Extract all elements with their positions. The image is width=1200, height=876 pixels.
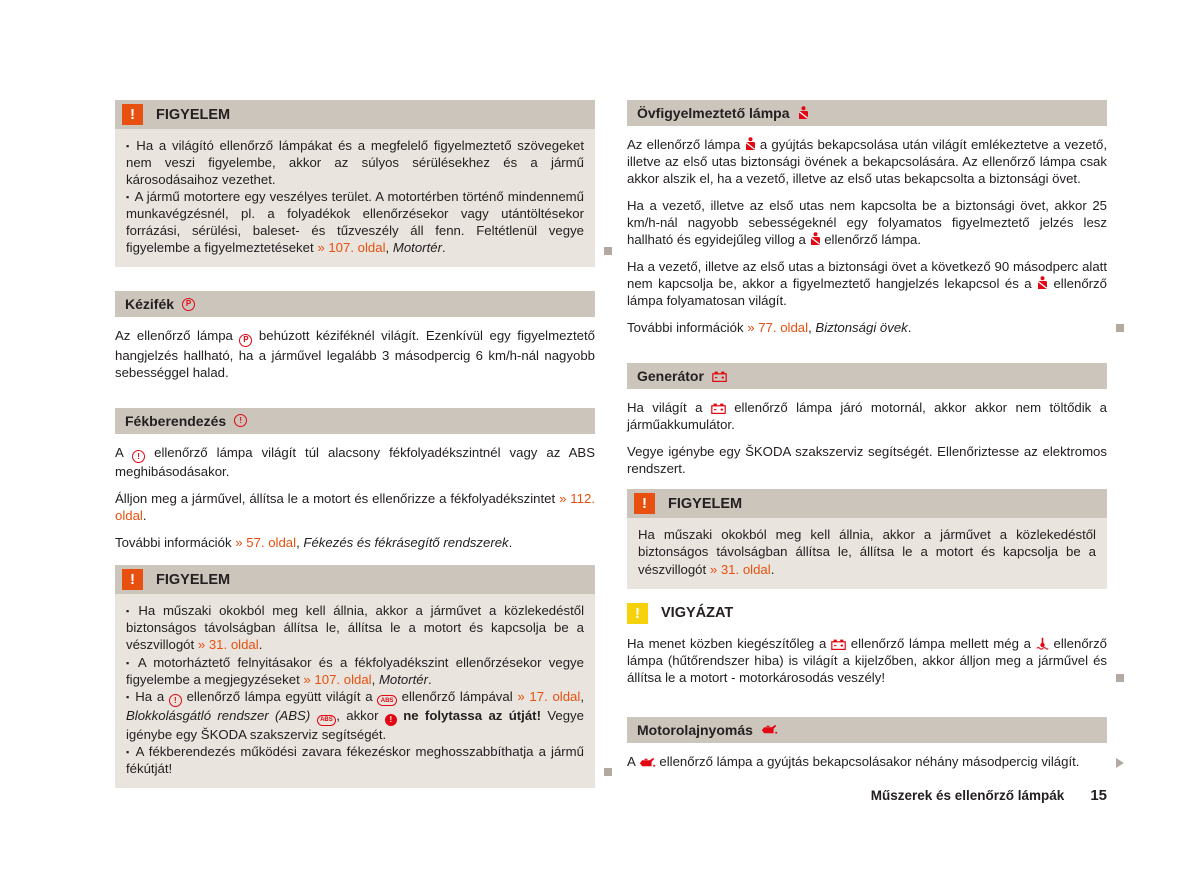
box-header: [627, 599, 1107, 628]
section-fekberendezes: [115, 408, 595, 552]
section-generator: [627, 363, 1107, 477]
bold-text: ne folytassa az útját!: [396, 708, 541, 724]
section-end-marker: [604, 247, 612, 255]
page-reference-link[interactable]: » 57. oldal: [235, 535, 297, 551]
section-end-marker: [604, 768, 612, 776]
caution-icon: !: [627, 603, 648, 624]
section-title: Fékberendezés: [125, 412, 227, 429]
box-title: VIGYÁZAT: [661, 605, 734, 622]
paragraph: További információk » 57. oldal, Fékezés és fékrásegítő rendszerek.: [115, 535, 513, 551]
section-end-marker: [1116, 324, 1124, 332]
section-title: Kézifék: [125, 296, 175, 313]
left-column: [115, 100, 595, 812]
section-header-bar: [627, 100, 1107, 126]
box-body: [627, 635, 1107, 686]
paragraph: Ha menet közben kiegészítőleg a ellenőrző lámpa mellett még a ellenőrző lámpa (hűtőrendszer hiba) is világít a kijelzőben, akkor álljon meg a járművel és állítsa le a motort - motorkárosodás veszély!: [627, 635, 1108, 685]
battery-icon: [712, 371, 727, 382]
box-title: FIGYELEM: [156, 571, 231, 588]
page-reference-link[interactable]: » 112. oldal: [115, 491, 595, 524]
box-header: [115, 100, 595, 129]
brake-icon: !: [234, 414, 247, 427]
battery-icon: [711, 403, 726, 414]
abs-icon: ABS: [377, 695, 397, 706]
oil-icon: [639, 757, 656, 768]
paragraph: További információk » 77. oldal, Biztonsági övek.: [627, 320, 912, 336]
abs-icon: ABS: [317, 715, 337, 726]
section-body: [115, 327, 595, 381]
paragraph: A ! ellenőrző lámpa világít túl alacsony fékfolyadékszintnél vagy az ABS meghibásodásakor.: [115, 444, 596, 480]
section-figyelem-1: [115, 100, 595, 267]
footer-page-number: 15: [1090, 787, 1107, 804]
paragraph: Ha műszaki okokból meg kell állnia, akkor a járművet a közlekedéstől biztonságos távolságban állítsa le, állítsa le a motort és kapcsolja be a vészvillogót » 31. oldal.: [638, 527, 1096, 577]
box-body: [627, 518, 1107, 588]
section-vigyazat: [627, 599, 1107, 686]
paragraph: ▪ A fékberendezés működési zavara fékezéskor meghosszabbíthatja a jármű fékútját!: [126, 744, 584, 777]
bullet-icon: ▪: [126, 192, 130, 203]
bullet-icon: ▪: [126, 606, 134, 617]
paragraph: ▪ A motorháztető felnyitásakor és a fékfolyadékszint ellenőrzésekor vegye figyelembe a megjegyzéseket » 107. oldal, Motortér.: [126, 654, 584, 687]
bullet-icon: ▪: [126, 747, 131, 758]
parking-brake-icon: P: [182, 298, 195, 311]
bullet-icon: ▪: [126, 657, 133, 668]
section-header-bar: [627, 363, 1107, 389]
italic-text: Blokkolásgátló rendszer (ABS): [126, 708, 317, 724]
brake-icon: !: [132, 450, 145, 463]
box-title: FIGYELEM: [156, 106, 231, 123]
section-figyelem-3: [627, 489, 1107, 588]
section-figyelem-2: [115, 565, 595, 788]
section-title: Generátor: [637, 368, 704, 385]
italic-text: Fékezés és fékrásegítő rendszerek: [303, 535, 509, 551]
battery-icon: [831, 639, 846, 650]
paragraph: Ha világít a ellenőrző lámpa járó motornál, akkor akkor nem töltődik a járműakkumulátor.: [627, 400, 1108, 433]
section-header-bar: [115, 408, 595, 434]
page-reference-link[interactable]: » 31. oldal: [709, 561, 771, 577]
paragraph: A ellenőrző lámpa a gyújtás bekapcsolásakor néhány másodpercig világít.: [627, 753, 1080, 769]
paragraph: Vegye igénybe egy ŠKODA szakszerviz segítségét. Ellenőriztesse az elektromos rendszert.: [627, 444, 1107, 477]
brake-icon: !: [169, 694, 182, 707]
box-header: [115, 565, 595, 594]
temperature-icon: [1036, 637, 1049, 650]
paragraph: Az ellenőrző lámpa a gyújtás bekapcsolása után világít emlékeztetve a vezető, illetve az első utas biztonsági övének a bekapcsolására. Az ellenőrző lámpa csak akkor alszik el, ha a vezető, illetve az első utas bekapcsolta a biztonsági övet.: [627, 137, 1107, 187]
box-title: FIGYELEM: [668, 495, 743, 512]
paragraph: ▪ Ha műszaki okokból meg kell állnia, akkor a járművet a közlekedéstől biztonságos távolságban állítsa le, állítsa le a motort és kapcsolja be a vészvillogót » 31. oldal.: [126, 603, 584, 653]
section-end-marker: [1116, 674, 1124, 682]
paragraph: ▪ A jármű motortere egy veszélyes terület. A motortérben történő mindennemű munkavégzésnél, pl. a folyadékok ellenőrzésekor vagy utántöltésekor forrázási, sérülési, baleset- és tűzveszély áll fenn. Feltétlenül vegye figyelembe a figyelmeztetéseket » 107. oldal, Motortér.: [126, 189, 584, 256]
page-reference-link[interactable]: » 17. oldal: [517, 688, 581, 704]
paragraph: Az ellenőrző lámpa P behúzott kéziféknél világít. Ezenkívül egy figyelmeztető hangjelzés hallható, ha a járművel legalább 3 másodpercig 6 km/h-nál nagyobb sebességgel halad.: [115, 328, 595, 380]
section-title: Övfigyelmeztető lámpa: [637, 105, 790, 121]
paragraph: Álljon meg a járművel, állítsa le a motort és ellenőrizze a fékfolyadékszintet » 112. oldal.: [115, 491, 595, 524]
box-body: [115, 594, 595, 788]
page-reference-link[interactable]: » 107. oldal: [303, 671, 372, 687]
warning-icon: !: [122, 569, 143, 590]
page-reference-link[interactable]: » 31. oldal: [197, 637, 259, 653]
footer-chapter-title: Műszerek és ellenőrző lámpák: [870, 788, 1065, 803]
section-body: [115, 444, 595, 552]
box-body: [115, 129, 595, 267]
seatbelt-icon: [798, 106, 809, 120]
seatbelt-icon: [810, 232, 821, 246]
section-body: [627, 136, 1107, 336]
page-reference-link[interactable]: » 77. oldal: [747, 320, 809, 336]
parking-brake-icon: P: [239, 334, 252, 347]
section-header-bar: [627, 717, 1107, 743]
section-body: [627, 753, 1107, 770]
paragraph: Ha a vezető, illetve az első utas a biztonsági övet a következő 90 másodperc alatt nem kapcsolja be, akkor a figyelmeztető hangjelzés lekapcsol és a ellenőrző lámpa folyamatosan világít.: [627, 259, 1107, 309]
section-kezifek: [115, 291, 595, 381]
box-header: [627, 489, 1107, 518]
bullet-icon: ▪: [126, 141, 132, 151]
paragraph: ▪ Ha a ! ellenőrző lámpa együtt világít a ABS ellenőrző lámpával » 17. oldal, Blokkolásgátló rendszer (ABS) ABS , akkor ! ne folytassa az útját! Vegye igénybe egy ŠKODA szakszerviz segítségét.: [126, 688, 584, 743]
paragraph: ▪ Ha a világító ellenőrző lámpákat és a megfelelő figyelmeztető szövegeket nem veszi figyelembe, akkor az súlyos sérülésekhez és a jármű károsodásaihoz vezethet.: [126, 138, 584, 188]
italic-text: Biztonsági övek: [815, 320, 908, 336]
page-continues-icon: [1116, 758, 1124, 768]
italic-text: Motortér: [392, 240, 442, 256]
warning-icon: !: [122, 104, 143, 125]
page-footer: [871, 787, 1107, 804]
stop-icon: !: [385, 714, 397, 726]
warning-icon: !: [634, 493, 655, 514]
page-reference-link[interactable]: » 107. oldal: [317, 240, 386, 256]
seatbelt-icon: [1037, 276, 1048, 290]
paragraph: Ha a vezető, illetve az első utas nem kapcsolta be a biztonsági övet, akkor 25 km/h-nál nagyobb sebességeknél egy folyamatos figyelmeztető jelzés lesz hallható és egyidejűleg villog a ellenőrző lámpa.: [627, 198, 1107, 248]
right-column: [627, 100, 1107, 794]
section-body: [627, 399, 1107, 477]
italic-text: Motortér: [378, 671, 429, 687]
section-title: Motorolajnyomás: [637, 721, 753, 738]
section-ovfigyelmezteto-lampa: [627, 100, 1107, 336]
seatbelt-icon: [745, 137, 756, 151]
section-header-bar: [115, 291, 595, 317]
oil-icon: [761, 724, 778, 735]
section-motorolajnyomas: [627, 717, 1107, 770]
bullet-icon: ▪: [126, 691, 131, 702]
